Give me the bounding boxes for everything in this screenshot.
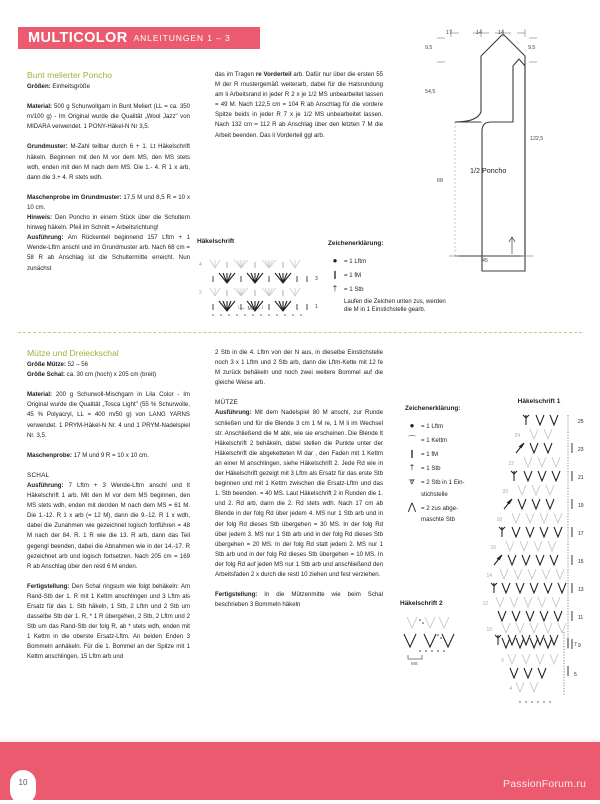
two-stb-one-stitch-icon: ⩔ xyxy=(409,475,415,487)
hs1-row-25: 25 xyxy=(578,419,584,425)
two-together-decrease-icon: ⋀ xyxy=(407,501,417,513)
article1-title: Bunt melierter Poncho xyxy=(27,70,113,80)
schem-label: 1/2 Poncho xyxy=(470,166,507,175)
hs1-row-13: 13 xyxy=(578,587,584,593)
hs1-row-16: 16 xyxy=(490,545,496,551)
hs1-row-19: 19 xyxy=(578,503,584,509)
article2-muetze-exec: Ausführung: Mit dem Nadelspiel 80 M anschl, zur Runde schließen und für die Blende 3 cm 1 M re, 1 M li im Wechsel str. Anschließend die M abk, wie sie erscheinen. Die Blende lt Häkelschrift 2 behäkeln, dabei stellen die Punkte unter der Häkelschrift die abgeketteten M dar , den Faden mit 1 Kettm an einer M anschlingen, siehe Häkelschrift 2. Jede Rd wie in der Häkelschrift gezeigt mit 3 Lftm als Ersatz für das erste Stb beginnen und mit 1 Kettm zwischen die Ersatz-Lftm und das 1. Stb beenden. = 40 MS. Laut Häkelschrift 2 in Runden die 1. und 2. Rd arb, dann die 2. Rd stets wdh. Nach 17 cm ab Blende in der folg Rd über jedem 4. MS nur 1 Stb arb und in der folg Rd dieses Stb übergehen = 30 MS. In der folg Rd über jedem 3. MS nur 1 Stb arb und in der folg Rd dieses Stb übergehen = 20 MS. In der folg Rd statt jedem 2. MS nur 1 Stb arb und in der folg Rd dieses Stb übergehen = 10 MS. In der folg Rd auf jeden MS nur 1 Stb arb und anschließend den Arbeitsfaden 2 x durch die restl 10 ziehen und fest verziehen. xyxy=(215,409,383,578)
hs1-row-12: 12 xyxy=(482,601,488,607)
fm-icon: ❙ xyxy=(331,269,339,279)
article2-muetze-fertig: Fertigstellung: In die Mützenmitte wie beim Schal beschrieben 3 Bommeln häkeln xyxy=(215,591,383,609)
article1-block-ausfuehrung: Ausführung: Am Rückenteil beginnend 157 Lftm + 1 Wende-Lftm anschl und im Grundmuster arb. Nach 68 cm = 58 R ab Anschlag ist die Schultermitte erreicht. Nun zunächst xyxy=(27,234,190,272)
hs1-row-21: 21 xyxy=(578,475,584,481)
hs1-row-4b: 4 xyxy=(509,686,512,692)
article1-chart-ms-label: MS xyxy=(247,306,255,312)
article2-muetze-heading: MÜTZE xyxy=(215,399,239,407)
article1-chart-title: Häkelschrift xyxy=(197,238,235,245)
legend1-item-0: ● = 1 Lftm xyxy=(328,256,448,268)
legend2-item-1: ⌒ = 1 Kettm xyxy=(405,435,483,447)
article1-legend xyxy=(328,238,448,315)
article2-legend xyxy=(405,403,483,528)
chart1-row-4: 4 xyxy=(199,262,202,268)
article2-size-schal: Größe Schal: ca. 30 cm (hoch) x 205 cm (breit) xyxy=(27,371,157,379)
hs1-row-7: 7 xyxy=(574,642,577,648)
legend2-item-4: ⩔ = 2 Stb in 1 Ein- xyxy=(405,477,483,489)
article2-legend-title: Zeichenerklärung: xyxy=(405,405,461,412)
schem-dim-left-tall: 54,5 xyxy=(425,89,436,95)
hs1-row-22: 22 xyxy=(508,461,514,467)
legend2-item-6: ⋀ = 2 zus abge- xyxy=(405,503,483,515)
article2-size-muetze: Größe Mütze: 52 – 56 xyxy=(27,361,88,369)
schem-dim-top-3: 14 xyxy=(498,30,504,36)
header-band xyxy=(18,27,260,49)
article2-chart2-svg xyxy=(400,611,496,667)
hs1-row-20: 20 xyxy=(502,489,508,495)
article1-block-maschenprobe: Maschenprobe im Grundmuster: 17,5 M und 8,5 R = 10 x 10 cm. xyxy=(27,193,190,211)
article2-chart2-title: Häkelschrift 2 xyxy=(400,600,443,607)
legend2-item-3: † = 1 Stb xyxy=(405,463,483,475)
hs1-row-18: 18 xyxy=(496,517,502,523)
hs1-row-5: 5 xyxy=(574,672,577,678)
schem-dim-right: 122,5 xyxy=(530,136,544,142)
article1-chart-ms-bracket: └─ MS ─┘ xyxy=(237,306,266,312)
legend2-item-7: maschte Stb xyxy=(421,516,455,524)
hs1-row-11: 11 xyxy=(578,615,584,621)
legend1-item-2: † = 1 Stb xyxy=(328,284,448,296)
legend2-item-2: ❙ = 1 fM xyxy=(405,449,483,461)
schem-dim-top-2: 14 xyxy=(476,30,482,36)
site-brand: PassionForum.ru xyxy=(503,778,586,790)
schem-dim-bottom: 45 xyxy=(482,258,488,264)
hs1-row-6: 6 xyxy=(501,658,504,664)
header-subtitle: ANLEITUNGEN 1 – 3 xyxy=(133,32,231,43)
schem-dim-right-shoulder: 9,5 xyxy=(528,45,536,51)
kettm-icon: ⌒ xyxy=(408,434,416,444)
article2-maschenprobe: Maschenprobe: 17 M und 9 R = 10 x 10 cm. xyxy=(27,451,149,459)
chart1-row-2: 2 xyxy=(199,290,202,296)
article2-schal-fertig: Fertigstellung: Den Schal ringsum wie folgt behäkeln: Am Rand-Stb der 1. R mit 1 Kettm anschlingen und 3 Lftm als Ersatz für das 1. Stb häkeln, 1 Stb, 2 Lftm und 2 Stb um dasselbe Stb der 1. R, * 1 R übergehen, 2 Stb, 2 Lftm und 2 Stb um das Rand-Stb der folg R, ab * stets wdh, enden mit 1 Kettm in die oberste Ersatz-Lftm. An beiden Enden 3 Bommeln anhäkeln. Für die 1. Bommel an der Spitze mit 1 Kettm anschlingen, 15 Lftm arb und xyxy=(27,582,190,661)
article1-col2-text: das im Tragen re Vorderteil arb. Dafür nur über die ersten 55 M der R mustergemäß weiterarb, dabei für die Halsrundung am li Arbeitsrand in jeder R 2 x je 1/2 MS unbearbeitet lassen = 49 M. Nach 122,5 cm = 104 R ab Anschlag für die vordere Spitze beids in jeder R 7 x je 1/2 MS unbearbeitet lassen. Nach 132 cm = 112 R ab Anschlag über den letzten 7 M die Arbeit beenden. Das li Vorderteil ggl arb. xyxy=(215,71,383,139)
article2-schal-exec: Ausführung: 7 Lftm + 3 Wende-Lftm anschl und lt Häkelschrift 1 arb. Mit den M vor dem MS beginnen, den MS stets wdh, enden mit der/den M nach dem MS = 61 M. Die 1.-12. R 1 x arb (= 12 M), dann die 9.-12. R 1 x wdh, dabei die Zunahmen wie gezeichnet logisch fortführen = 48 M nach der 84. R. 1 R wie die 13. R arb, dann das Teil gegengl beenden, dabei die Abnahmen wie in der 14.-17. R gezeichnet arb und logisch fortsetzen. Nach 205 cm = 169 R ab Anschlag über den restl 6 M enden. xyxy=(27,481,190,570)
article2-left-column xyxy=(27,348,190,663)
legend1-item-1: ❙ = 1 fM xyxy=(328,270,448,282)
article1-sizes-label: Größen: xyxy=(27,83,51,91)
article2-chart1-title: Häkelschrift 1 xyxy=(517,398,561,405)
schem-dim-top-1: 17 xyxy=(446,30,452,36)
article1-legend-note: Laufen die Zeichen unten zus, werden die M in 1 Einstichstelle gearb. xyxy=(344,298,446,314)
hs1-row-17: 17 xyxy=(578,531,584,537)
legend2-item-0: ● = 1 Lftm xyxy=(405,421,483,433)
stb-icon: † xyxy=(409,462,415,472)
schem-dim-left-shoulder: 9,5 xyxy=(425,45,433,51)
chart1-row-3: 3 xyxy=(315,276,318,282)
footer-band xyxy=(0,742,600,800)
schem-dim-left-low: 68 xyxy=(437,178,443,184)
article1-sizes-value: Einheitsgröße xyxy=(52,83,91,91)
article1-chart xyxy=(197,238,327,326)
hs1-row-24: 24 xyxy=(514,433,520,439)
hs2-ms-label: MS xyxy=(411,661,418,666)
chart1-row-1: 1 xyxy=(315,304,318,310)
article2-title: Mütze und Dreieckschal xyxy=(27,348,119,358)
article1-sizes xyxy=(27,82,190,92)
article1-block-material: Material: 500 g Schurwollgarn in Bunt Meliert (LL = ca. 350 m/100 g) - Im Original wurde die Qualität „Wool Jazz" von MIDARA verwendet. 1 PONY-Häkel-N Nr 3,5. xyxy=(27,103,190,131)
hs1-row-23: 23 xyxy=(578,447,584,453)
article1-block-grundmuster: Grundmuster: M-Zahl teilbar durch 6 + 1. Lt Häkelschrift häkeln. Beginnen mit den M vor dem MS, den MS stets wdh, enden mit den M nach dem MS. Die 1.- 4. R 1 x arb, dann die 3.+ 4. R stets wdh. xyxy=(27,143,190,181)
page-number-badge: 10 xyxy=(10,770,36,804)
article2-middle-column xyxy=(215,348,383,610)
article2-col2-continue: 2 Stb in die 4. Lftm von der N aus, in dieselbe Einstichstelle noch 3 x 1 Lftm und 2 Stb arb, dann die Lftm-Kette mit 12 fe M zurück behäkeln und noch zwei weitere Bommel auf die gleiche Weise arb. xyxy=(215,349,383,387)
article2-material: Material: 200 g Schurwoll-Mischgarn in Lila Color - Im Original wurde die Qualität „Tosca Light" (55 % Schurwolle, 45 % Polyacryl, LL = 400 m/50 g) von LANG YARNS verwendet. 1 PRYM-Häkel-N Nr. 4 und 1 PRYM-Nadelspiel Nr. 3,5. xyxy=(27,391,190,439)
article1-legend-title: Zeichenerklärung: xyxy=(328,240,384,247)
hs1-row-14: 14 xyxy=(486,573,492,579)
section-divider xyxy=(18,332,582,333)
hs1-row-15: 15 xyxy=(578,559,584,565)
lftm-icon: ● xyxy=(332,255,338,265)
hs1-row-10: 10 xyxy=(486,627,492,633)
article2-chart2 xyxy=(400,600,500,672)
article1-left-column xyxy=(27,70,190,274)
lftm-icon: ● xyxy=(409,420,415,430)
article1-middle-column xyxy=(215,70,383,141)
article2-schal-heading: SCHAL xyxy=(27,471,50,479)
stb-icon: † xyxy=(332,283,338,293)
fm-icon: ❙ xyxy=(408,448,416,458)
header-title: MULTICOLOR xyxy=(28,30,128,46)
article1-block-hinweis: Hinweis: Den Poncho in einem Stück über die Schultern hinweg häkeln. Pfeil im Schnitt = Arbeitsrichtung! xyxy=(27,214,190,232)
legend2-item-5: stichstelle xyxy=(421,490,448,498)
hs1-row-9: 9 xyxy=(578,643,581,649)
